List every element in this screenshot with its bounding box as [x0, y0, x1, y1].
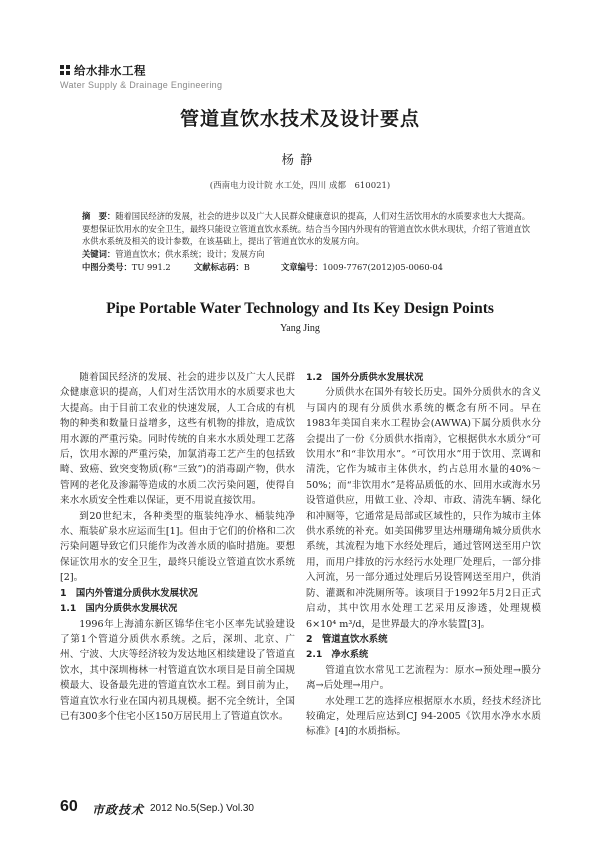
keywords-text: 管道直饮水；供水系统；设计；发展方向 [115, 248, 265, 259]
section-heading: 2 管道直饮水系统 [306, 633, 388, 645]
abstract-block [82, 210, 537, 274]
journal-issue: 2012 No.5(Sep.) Vol.30 [150, 803, 254, 814]
paragraph: 分质供水在国外有较长历史。国外分质供水的含义与国内的现有分质供水系统的概念有所不同。早在1983年美国自来水工程协会(AWWA)下属分质供水分会提出了一份《分质供水指南》，它根据供水水质分“可饮用水”和“非饮用水”。“可饮用水”用于饮用、烹调和清洗，它作为城市主体供水，约占总用水量的40%～50%；而“非饮用水”是将品质低的水、回用水或海水另设管道供应，用做工业、冷却、市政、清洗车辆、绿化和冲厕等，它通常是局部或区域性的，只作为城市主体供水系统的补充。如美国佛罗里达州珊瑚角城分质供水系统，其流程为地下水经处理后，通过管网送至用户饮用，而用户排放的污水经污水处理厂处理后，一部分排入河流，另一部分通过处理后另设管网送至用户，供消防、灌溉和冲洗厕所等。该项目于1992年5月2日正式启动，其中饮用水处理工艺采用反渗透，处理规模6×10⁴ m³/d，是世界最大的净水装置[3]。 [306, 387, 541, 630]
clc-label: 中图分类号： [82, 262, 132, 273]
section-grid-icon [60, 65, 70, 75]
keywords-label: 关键词： [82, 248, 116, 259]
subsection-heading: 1.2 国外分质供水发展状况 [306, 372, 424, 383]
paragraph: 水处理工艺的选择应根据原水水质，经技术经济比较确定，处理后应达到CJ 94-2005《饮用水净水水质标准》[4]的水质指标。 [306, 695, 541, 738]
paragraph: 1996年上海浦东新区锦华住宅小区率先试验建设了第1个管道分质供水系统。之后，深圳、北京、广州、宁波、大庆等经济较为发达地区相续建设了管道直饮水，其中深圳梅林一村管道直饮水项目是目前全国规模最大、设备最先进的管道直饮水工程。到目前为止，管道直饮水行业在国内初具规模。据不完全统计，全国已有300多个住宅小区150万居民用上了管道直饮水。 [60, 618, 295, 722]
section-header [60, 60, 222, 90]
doc-code-value: B [243, 262, 250, 273]
abstract [82, 210, 537, 248]
abstract-text: 随着国民经济的发展，社会的进步以及广大人民群众健康意识的提高，人们对生活饮用水的水质要求也大大提高。要想保证饮用水的安全卫生，最终只能设立管道直饮水系统。结合当今国内外现有的管道直饮水供水现状，介绍了管道直饮水供水系统及相关的设计参数，在该基础上，提出了管道直饮水的发展方向。 [82, 211, 531, 247]
journal-name: 市政技术 [92, 803, 145, 817]
keywords-row [82, 248, 537, 261]
right-column [306, 370, 541, 740]
section-heading: 1 国内外管道分质供水发展状况 [60, 587, 198, 599]
paragraph: 到20世纪末，各种类型的瓶装纯净水、桶装纯净水、瓶装矿泉水应运而生[1]。但由于它们的价格和二次污染问题导致它们只能作为改善水质的临时措施。要想保证饮用水的安全卫生，最终只能设立管道直饮水系统[2]。 [60, 510, 295, 584]
subsection-heading: 1.1 国内分质供水发展状况 [60, 603, 178, 615]
page-number: 60 [60, 798, 78, 815]
paragraph: 管道直饮水常见工艺流程为：原水→预处理→膜分离→后处理→用户。 [306, 664, 541, 692]
page-footer [60, 798, 540, 818]
abstract-label: 摘 要： [82, 211, 116, 221]
section-title-zh: 给水排水工程 [74, 63, 146, 78]
author-en: Yang Jing [280, 323, 320, 334]
subsection-heading: 2.1 净水系统 [306, 649, 369, 661]
doc-code-label: 文献标志码： [194, 262, 244, 273]
section-title-en: Water Supply & Drainage Engineering [60, 80, 223, 90]
affiliation-zh: (西南电力设计院 水工处，四川 成都 610021) [209, 181, 391, 191]
left-column [60, 370, 295, 724]
article-number-value: 1009-7767(2012)05-0060-04 [322, 262, 443, 273]
article-number-label: 文章编号： [281, 262, 323, 273]
author-zh: 杨静 [281, 152, 319, 167]
paragraph: 随着国民经济的发展、社会的进步以及广大人民群众健康意识的提高，人们对生活饮用水的水质要求也大大提高。由于目前工农业的快速发展，人工合成的有机物的种类和数量日益增多，这些有机物的排放，造成饮用水源的严重污染。同时传统的自来水水质处理工艺落后，饮用水源的严重污染，加氯消毒工艺产生的包括致畸、致癌、致突变物质(称“三致”)的消毒副产物，供水管网的老化及渗漏等造成的水质二次污染问题，使得自来水水质安全性难以保证，更不用说直接饮用。 [60, 372, 295, 507]
article-title-en: Pipe Portable Water Technology and Its Key Design Points [106, 300, 494, 317]
classification-row [82, 261, 537, 274]
clc-value: TU 991.2 [131, 262, 171, 273]
article-title-zh: 管道直饮水技术及设计要点 [179, 108, 420, 130]
